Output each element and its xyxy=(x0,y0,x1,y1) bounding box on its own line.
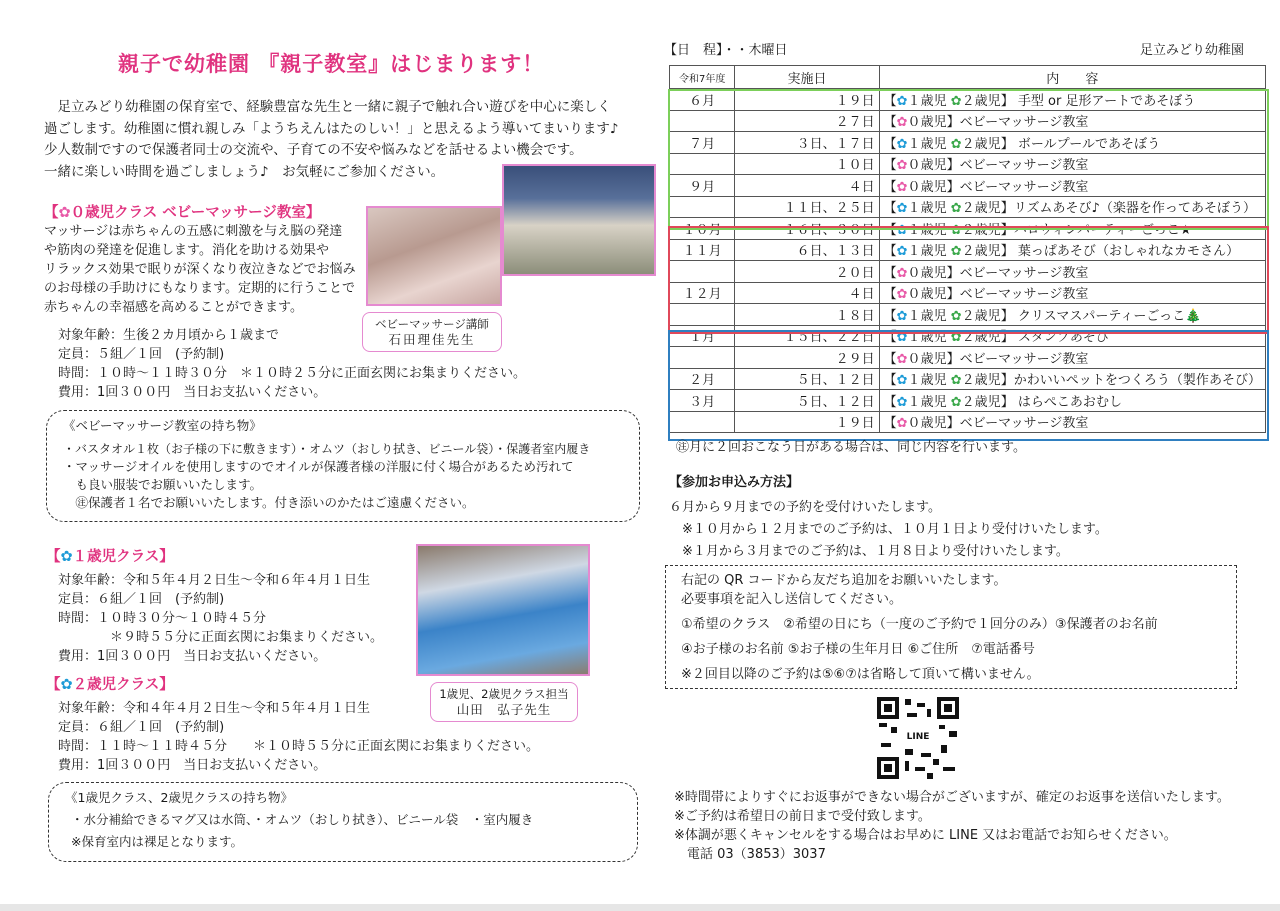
row-month: ９月 xyxy=(670,175,735,197)
table-row xyxy=(670,153,1266,175)
table-row xyxy=(670,304,1266,326)
row-date: ４日 xyxy=(735,282,879,304)
flower-icon: ✿ xyxy=(950,244,962,260)
row-month: ６月 xyxy=(670,89,735,111)
table-row xyxy=(670,218,1266,240)
flower-icon: ✿ xyxy=(950,373,962,389)
bottom-strip xyxy=(0,904,1280,911)
notes xyxy=(674,788,1230,864)
row-content: 【✿１歳児 ✿２歳児】ハロウィンパーティーごっこ★ xyxy=(879,218,1265,240)
intro-line: 足立みどり幼稚園の保育室で、経験豊富な先生と一緒に親子で触れ合い遊びを中心に楽しく xyxy=(44,99,611,115)
flower-icon: ✿ xyxy=(896,201,908,217)
box-line: ④お子様のお名前 ⑤お子様の生年月日 ⑥ご住所 ⑦電話番号 xyxy=(681,642,1035,657)
box-line: 右記の QR コードから友だち追加をお願いいたします。 xyxy=(681,573,1007,588)
note-line: ※体調が悪くキャンセルをする場合はお早めに LINE 又はお電話でお知らせください。 xyxy=(674,828,1177,843)
row-month xyxy=(670,411,735,433)
detail-line: 定員：５組／１回 (予約制) xyxy=(58,347,225,362)
flower-icon: ✿ xyxy=(950,330,962,346)
apply-line: ※１月から３月までのご予約は、１月８日より受付けいたします。 xyxy=(669,544,1069,559)
flower-icon: ✿ xyxy=(60,549,73,565)
items-title: 《ベビーマッサージ教室の持ち物》 xyxy=(63,418,262,433)
table-row xyxy=(670,110,1266,132)
class-photo xyxy=(416,544,590,676)
row-content: 【✿０歳児】ベビーマッサージ教室 xyxy=(879,347,1265,369)
baby-details xyxy=(58,326,526,402)
baby-description xyxy=(44,222,356,317)
row-content: 【✿０歳児】ベビーマッサージ教室 xyxy=(879,261,1265,283)
desc-line: 赤ちゃんの幸福感を高めることができます。 xyxy=(44,300,303,315)
row-date: ２０日 xyxy=(735,261,879,283)
line-logo-label: LINE xyxy=(902,730,934,744)
flower-icon: ✿ xyxy=(60,677,73,693)
flower-icon: ✿ xyxy=(950,201,962,217)
row-date: １０日 xyxy=(735,153,879,175)
desc-line: や筋肉の発達を促進します。消化を助ける効果や xyxy=(44,243,329,258)
table-row xyxy=(670,261,1266,283)
bracket: 【 xyxy=(44,205,59,221)
page-title: 親子で幼稚園 『親子教室』はじまります！ xyxy=(118,52,545,76)
baby-class-heading xyxy=(44,201,320,222)
row-content: 【✿１歳児 ✿２歳児】 スタンプあそび xyxy=(879,325,1265,347)
row-date: ４日 xyxy=(735,175,879,197)
box-line: ①希望のクラス ②希望の日にち（一度のご予約で１回分のみ）③保護者のお名前 xyxy=(681,617,1158,632)
desc-line: リラックス効果で眠りが深くなり夜泣きなどでお悩み xyxy=(44,262,356,277)
row-date: ５日、１２日 xyxy=(735,368,879,390)
detail-line: ＊９時５５分に正面玄関にお集まりください。 xyxy=(58,630,384,645)
desc-line: マッサージは赤ちゃんの五感に刺激を与え脳の発達 xyxy=(44,224,343,239)
item-line: ㊟保護者１名でお願いいたします。付き添いのかたはご遠慮ください。 xyxy=(63,495,475,510)
header-year: 令和7年度 xyxy=(670,66,735,89)
flower-icon: ✿ xyxy=(896,179,908,195)
row-date: １９日 xyxy=(735,89,879,111)
flower-icon: ✿ xyxy=(896,351,908,367)
classroom-photo xyxy=(502,164,656,276)
detail-line: 時間：１０時～１１時３０分 ＊１０時２５分に正面玄関にお集まりください。 xyxy=(58,366,527,381)
row-date: ３日、１７日 xyxy=(735,132,879,154)
row-date: １１日、２５日 xyxy=(735,196,879,218)
table-row xyxy=(670,196,1266,218)
apply-title: 【参加お申込み方法】 xyxy=(669,475,800,490)
intro-line: 少人数制ですので保護者同士の交流や、子育ての不安や悩みなどを話せるよい機会です。 xyxy=(44,142,583,158)
one-year-heading xyxy=(46,545,174,566)
flower-icon: ✿ xyxy=(896,330,908,346)
row-content: 【✿１歳児 ✿２歳児】 クリスマスパーティーごっこ🎄 xyxy=(879,304,1265,326)
flower-icon: ✿ xyxy=(950,394,962,410)
heading-text: １歳児クラス】 xyxy=(72,549,174,565)
flower-icon: ✿ xyxy=(896,394,908,410)
row-content: 【✿０歳児】ベビーマッサージ教室 xyxy=(879,110,1265,132)
table-row xyxy=(670,132,1266,154)
row-month: ７月 xyxy=(670,132,735,154)
detail-line: 対象年齢：生後２カ月頃から１歳まで xyxy=(58,328,280,343)
item-line: も良い服装でお願いいたします。 xyxy=(63,477,263,492)
flower-icon: ✿ xyxy=(950,222,962,238)
row-date: ２９日 xyxy=(735,347,879,369)
row-month xyxy=(670,153,735,175)
item-line: ※保育室内は裸足となります。 xyxy=(71,834,243,849)
row-content: 【✿０歳児】ベビーマッサージ教室 xyxy=(879,175,1265,197)
one-year-details xyxy=(58,571,383,666)
note-line: ※時間帯によりすぐにお返事ができない場合がございますが、確定のお返事を送信いたします。 xyxy=(674,790,1230,805)
flower-icon: ✿ xyxy=(950,93,962,109)
bracket: 【 xyxy=(46,677,61,693)
row-month xyxy=(670,347,735,369)
box-line: ※２回目以降のご予約は⑤⑥⑦は省略して頂いて構いません。 xyxy=(681,667,1040,682)
table-row xyxy=(670,239,1266,261)
flower-icon: ✿ xyxy=(896,416,908,432)
schedule-table xyxy=(669,65,1266,433)
row-content: 【✿０歳児】ベビーマッサージ教室 xyxy=(879,153,1265,175)
row-month xyxy=(670,261,735,283)
item-line: ・マッサージオイルを使用しますのでオイルが保護者様の洋服に付く場合があるため汚れて xyxy=(63,459,574,474)
flower-icon: ✿ xyxy=(896,136,908,152)
desc-line: のお母様の手助けにもなります。定期的に行うことで xyxy=(44,281,355,296)
row-content: 【✿１歳児 ✿２歳児】かわいいペットをつくろう（製作あそび） xyxy=(879,368,1265,390)
row-month: １月 xyxy=(670,325,735,347)
flower-icon: ✿ xyxy=(896,287,908,303)
items-title: 《1歳児クラス、2歳児クラスの持ち物》 xyxy=(65,790,294,805)
item-line: ・水分補給できるマグ又は水筒、・オムツ（おしり拭き）、ビニール袋 ・室内履き xyxy=(71,812,534,827)
table-header-row xyxy=(670,66,1266,89)
detail-line: 対象年齢：令和５年４月２日生～令和６年４月１日生 xyxy=(58,573,371,588)
line-instructions-box xyxy=(665,565,1237,689)
phone-number: 電話 03（3853）3037 xyxy=(674,847,826,862)
flower-icon: ✿ xyxy=(896,308,908,324)
teacher-role: ベビーマッサージ講師 xyxy=(375,317,489,331)
detail-line: 定員：６組／１回 (予約制) xyxy=(58,720,225,735)
flower-icon: ✿ xyxy=(896,373,908,389)
row-date: ２７日 xyxy=(735,110,879,132)
row-month: ２月 xyxy=(670,368,735,390)
table-row xyxy=(670,175,1266,197)
row-content: 【✿１歳児 ✿２歳児】 はらぺこあおむし xyxy=(879,390,1265,412)
row-month xyxy=(670,110,735,132)
detail-line: 費用：1回３００円 当日お支払いください。 xyxy=(58,385,327,400)
flower-icon: ✿ xyxy=(896,93,908,109)
row-content: 【✿０歳児】ベビーマッサージ教室 xyxy=(879,411,1265,433)
intro-line: 過ごします。幼稚園に慣れ親しみ「ようちえんはたのしい！」と思えるよう導いてまいります♪ xyxy=(44,120,619,137)
row-date: １５日、２２日 xyxy=(735,325,879,347)
row-month: １２月 xyxy=(670,282,735,304)
school-name: 足立みどり幼稚園 xyxy=(1140,43,1245,58)
table-row xyxy=(670,282,1266,304)
item-line: ・バスタオル１枚（お子様の下に敷きます）・オムツ（おしり拭き、ビニール袋）・保護者室内履き xyxy=(63,442,591,456)
detail-line: 時間：１１時～１１時４５分 ＊１０時５５分に正面玄関にお集まりください。 xyxy=(58,739,540,754)
table-row xyxy=(670,390,1266,412)
row-content: 【✿１歳児 ✿２歳児】 手型 or 足形アートであそぼう xyxy=(879,89,1265,111)
row-content: 【✿１歳児 ✿２歳児】 葉っぱあそび（おしゃれなカモさん） xyxy=(879,239,1265,261)
baby-items-box xyxy=(46,410,640,522)
box-line: 必要事項を記入し送信してください。 xyxy=(681,592,903,607)
row-date: １８日 xyxy=(735,304,879,326)
baby-massage-photo xyxy=(366,206,502,306)
apply-line: ６月から９月までの予約を受付けいたします。 xyxy=(669,500,941,515)
header-date: 実施日 xyxy=(735,66,879,89)
table-row xyxy=(670,347,1266,369)
detail-line: 費用：1回３００円 当日お支払いください。 xyxy=(58,649,327,664)
detail-line: 対象年齢：令和４年４月２日生～令和５年４月１日生 xyxy=(58,701,371,716)
flower-icon: ✿ xyxy=(950,308,962,324)
flower-icon: ✿ xyxy=(896,158,908,174)
table-note: ㊟月に２回おこなう日がある場合は、同じ内容を行います。 xyxy=(676,440,1026,455)
heading-text: ０歳児クラス ベビーマッサージ教室】 xyxy=(70,205,321,221)
flower-icon: ✿ xyxy=(896,244,908,260)
teacher-name: 山田 弘子先生 xyxy=(456,702,552,717)
bracket: 【 xyxy=(46,549,61,565)
row-content: 【✿０歳児】ベビーマッサージ教室 xyxy=(879,282,1265,304)
teacher-name: 石田理佳先生 xyxy=(388,332,476,347)
table-row xyxy=(670,411,1266,433)
heading-text: ２歳児クラス】 xyxy=(72,677,174,693)
detail-line: 定員：６組／１回 (予約制) xyxy=(58,592,225,607)
detail-line: 費用：1回３００円 当日お支払いください。 xyxy=(58,758,327,773)
class-items-box xyxy=(48,782,638,862)
apply-line: ※１０月から１２月までのご予約は、１０月１日より受付けいたします。 xyxy=(669,522,1108,537)
row-date: １９日 xyxy=(735,411,879,433)
schedule-label: 【日 程】・・木曜日 xyxy=(664,43,788,58)
row-month: １０月 xyxy=(670,218,735,240)
two-year-heading xyxy=(46,673,174,694)
flower-icon: ✿ xyxy=(950,136,962,152)
two-year-details xyxy=(58,699,539,775)
row-content: 【✿１歳児 ✿２歳児】 ボールプールであそぼう xyxy=(879,132,1265,154)
row-date: １６日、３０日 xyxy=(735,218,879,240)
intro-line: 一緒に楽しい時間を過ごしましょう♪ お気軽にご参加ください。 xyxy=(44,163,445,180)
row-month: １１月 xyxy=(670,239,735,261)
row-month xyxy=(670,196,735,218)
line-qr-code[interactable] xyxy=(877,697,959,779)
flower-icon: ✿ xyxy=(896,265,908,281)
row-date: ６日、１３日 xyxy=(735,239,879,261)
table-row xyxy=(670,325,1266,347)
row-month: ３月 xyxy=(670,390,735,412)
detail-line: 時間：１０時３０分～１０時４５分 xyxy=(58,611,267,626)
teacher-role: 1歳児、2歳児クラス担当 xyxy=(439,687,569,701)
flower-icon: ✿ xyxy=(896,222,908,238)
flower-icon: ✿ xyxy=(58,205,71,221)
flower-icon: ✿ xyxy=(896,115,908,131)
table-row xyxy=(670,89,1266,111)
row-month xyxy=(670,304,735,326)
row-date: ５日、１２日 xyxy=(735,390,879,412)
apply-lines xyxy=(669,497,1108,563)
header-content: 内 容 xyxy=(879,66,1265,89)
row-content: 【✿１歳児 ✿２歳児】リズムあそび♪（楽器を作ってあそぼう） xyxy=(879,196,1265,218)
note-line: ※ご予約は希望日の前日まで受付致します。 xyxy=(674,809,931,824)
table-row xyxy=(670,368,1266,390)
